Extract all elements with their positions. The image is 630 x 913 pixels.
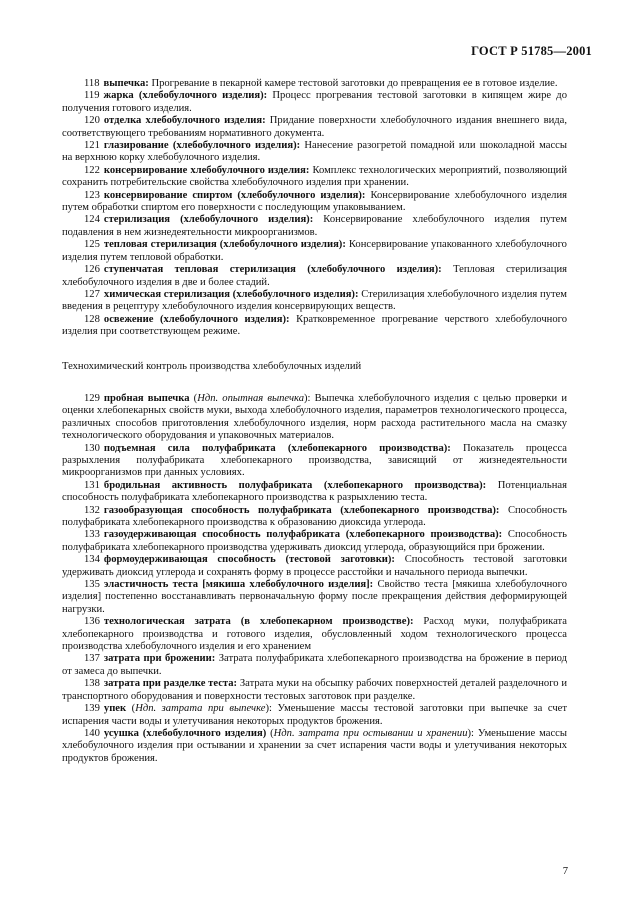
term-definition: Способность полуфабриката хлебопекарного производства удерживать диоксид углерода, образующийся при брожении. bbox=[62, 529, 567, 553]
term-entry bbox=[62, 239, 567, 264]
term-definition: Уменьшение массы хлебобулочного изделия при остывании и хранении за счет испарения части воды и улетучивания некоторых продуктов брожения. bbox=[62, 727, 567, 764]
term-entry bbox=[62, 214, 567, 239]
term-definition: Прогревание в пекарной камере тестовой заготовки до превращения ее в готовое изделие. bbox=[151, 78, 558, 89]
term-entry bbox=[62, 505, 567, 530]
term-number: 137 bbox=[84, 653, 100, 665]
term-number: 119 bbox=[84, 90, 100, 102]
term-entry bbox=[62, 579, 567, 616]
term-paren-open: ( bbox=[266, 727, 274, 739]
term-definition: Консервирование хлебобулочного изделия путем обработки спиртом его поверхности с последующим упаковыванием. bbox=[62, 189, 568, 214]
term-entry bbox=[62, 289, 567, 314]
term-name: формоудерживающая способность (тестовой заготовки): bbox=[103, 554, 395, 566]
document-header: ГОСТ Р 51785—2001 bbox=[471, 44, 592, 58]
term-name: эластичность теста [мякиша хлебобулочного изделия]: bbox=[103, 579, 374, 591]
term-name: глазирование (хлебобулочного изделия): bbox=[103, 140, 301, 152]
section-title: Технохимический контроль производства хлебобулочных изделий bbox=[62, 360, 362, 372]
term-definition: Придание поверхности хлебобулочного издания внешнего вида, соответствующего требованиям нормативного документа. bbox=[62, 115, 567, 139]
term-name: технологическая затрата (в хлебопекарном производстве): bbox=[103, 616, 414, 628]
term-name: жарка (хлебобулочного изделия): bbox=[103, 90, 268, 102]
terms-block-production bbox=[62, 78, 567, 339]
term-number: 120 bbox=[84, 115, 100, 127]
term-entry bbox=[62, 78, 567, 90]
term-number: 132 bbox=[84, 504, 100, 516]
term-definition: Показатель процесса разрыхления полуфабриката хлебопекарного производства, зависящий от жизнедеятельности микроорганизмов при данных условиях. bbox=[62, 442, 568, 479]
term-definition: Затрата муки на обсыпку рабочих поверхностей деталей разделочного и транспортного оборудования и поверхности тестовых заготовок при разделке. bbox=[62, 678, 567, 702]
term-definition: Нанесение разогретой помадной или шоколадной массы на верхнюю корку хлебобулочного изделия. bbox=[62, 140, 568, 164]
term-number: 127 bbox=[84, 288, 100, 300]
term-paren-open: ( bbox=[189, 392, 198, 404]
term-number: 126 bbox=[84, 264, 100, 276]
term-name: выпечка: bbox=[103, 78, 149, 89]
term-name: отделка хлебобулочного изделия: bbox=[103, 115, 266, 127]
term-paren-close: ): bbox=[304, 392, 311, 404]
term-number: 129 bbox=[84, 392, 100, 404]
term-name: бродильная активность полуфабриката (хлебопекарного производства): bbox=[103, 479, 487, 491]
term-number: 135 bbox=[84, 579, 100, 591]
document-body bbox=[62, 78, 567, 765]
term-name: подъемная сила полуфабриката (хлебопекарного производства): bbox=[103, 442, 451, 454]
term-name: пробная выпечка bbox=[103, 392, 190, 404]
term-entry bbox=[62, 678, 567, 703]
term-definition: Процесс прогревания тестовой заготовки в кипящем жире до получения готового изделия. bbox=[62, 90, 567, 114]
page-number: 7 bbox=[562, 866, 568, 877]
term-number: 122 bbox=[84, 164, 100, 176]
term-entry bbox=[62, 264, 567, 289]
term-number: 136 bbox=[84, 616, 100, 628]
term-entry bbox=[62, 616, 567, 653]
term-entry bbox=[62, 115, 567, 140]
term-name: затрата при разделке теста: bbox=[103, 678, 238, 690]
term-entry bbox=[62, 90, 567, 115]
term-definition: Способность полуфабриката хлебопекарного производства к образованию диоксида углерода. bbox=[62, 504, 568, 528]
term-entry bbox=[62, 165, 567, 190]
term-entry bbox=[62, 554, 567, 579]
term-number: 128 bbox=[84, 313, 100, 325]
term-synonym: Ндп. опытная выпечка bbox=[197, 392, 305, 404]
term-definition: Стерилизация хлебобулочного изделия путем введения в рецептуру хлебобулочного изделия консервирующих веществ. bbox=[62, 288, 567, 313]
term-entry bbox=[62, 529, 567, 554]
term-entry bbox=[62, 314, 567, 339]
term-number: 130 bbox=[84, 442, 100, 454]
term-name: затрата при брожении: bbox=[103, 653, 216, 665]
term-entry bbox=[62, 480, 567, 505]
term-name: газообразующая способность полуфабриката (хлебопекарного производства): bbox=[103, 504, 500, 516]
term-synonym: Ндп. затрата при выпечке bbox=[135, 703, 266, 715]
term-entry bbox=[62, 393, 567, 443]
term-definition: Расход муки, полуфабриката хлебопекарного производства и готового изделия, обусловленный ходом технологического процесса производства хлебобулочного изделия и его хранением bbox=[62, 616, 567, 653]
term-definition: Свойство теста [мякиша хлебобулочного изделия] постепенно восстанавливать первоначальную форму после прекращения действия деформирующей нагрузки. bbox=[62, 579, 567, 615]
term-definition: Кратковременное прогревание черствого хлебобулочного изделия при соответствующем режиме. bbox=[62, 313, 567, 338]
term-name: химическая стерилизация (хлебобулочного изделия): bbox=[103, 288, 359, 300]
term-number: 118 bbox=[84, 78, 100, 89]
term-definition: Комплекс технологических мероприятий, позволяющий сохранить потребительские свойства хлебобулочного изделия при хранении. bbox=[62, 164, 567, 189]
term-number: 123 bbox=[84, 189, 100, 201]
term-definition: Выпечка хлебобулочного изделия с целью проверки и оценки хлебопекарных свойств муки, выхода хлебобулочного изделия, параметров технологического процесса, различных способов приготовления хлебобулочного изделия, норм расхода растительного масла на смазку технологического оборудования и упаковочных материалов. bbox=[62, 392, 567, 442]
terms-block-control bbox=[62, 393, 567, 765]
term-number: 138 bbox=[84, 678, 100, 690]
term-name: освежение (хлебобулочного изделия): bbox=[103, 313, 290, 325]
term-entry bbox=[62, 653, 567, 678]
term-name: консервирование спиртом (хлебобулочного изделия): bbox=[103, 189, 366, 201]
term-number: 133 bbox=[84, 529, 100, 541]
term-paren-open: ( bbox=[126, 703, 136, 715]
term-number: 125 bbox=[84, 239, 100, 251]
term-entry bbox=[62, 140, 567, 165]
term-number: 124 bbox=[84, 214, 100, 226]
term-definition: Уменьшение массы тестовой заготовки при выпечке за счет испарения части воды и улетучивания некоторых продуктов брожения. bbox=[62, 703, 567, 727]
term-number: 131 bbox=[84, 479, 100, 491]
term-definition: Консервирование упакованного хлебобулочного изделия путем тепловой обработки. bbox=[62, 239, 567, 263]
term-name: ступенчатая тепловая стерилизация (хлебобулочного изделия): bbox=[103, 264, 442, 276]
term-entry bbox=[62, 190, 567, 215]
term-number: 140 bbox=[84, 727, 100, 739]
term-entry bbox=[62, 443, 567, 480]
term-number: 121 bbox=[84, 140, 100, 152]
term-name: консервирование хлебобулочного изделия: bbox=[103, 164, 310, 176]
term-synonym: Ндп. затрата при остывании и хранении bbox=[273, 727, 468, 739]
term-name: стерилизация (хлебобулочного изделия): bbox=[103, 214, 314, 226]
term-name: газоудерживающая способность полуфабриката (хлебопекарного производства): bbox=[103, 529, 503, 541]
term-number: 139 bbox=[84, 703, 100, 715]
term-definition: Консервирование хлебобулочного изделия путем подавления в нем жизнедеятельности микроорганизмов. bbox=[62, 214, 567, 238]
term-entry bbox=[62, 728, 567, 765]
term-paren-close: ): bbox=[467, 727, 474, 739]
term-definition: Тепловая стерилизация хлебобулочного изделия в две и более стадий. bbox=[62, 264, 567, 288]
term-definition: Затрата полуфабриката хлебопекарного производства на брожение в период от замеса до выпечки. bbox=[62, 653, 567, 677]
term-number: 134 bbox=[84, 554, 100, 566]
term-entry bbox=[62, 703, 567, 728]
term-paren-close: ): bbox=[265, 703, 272, 715]
term-name: усушка (хлебобулочного изделия) bbox=[103, 727, 267, 739]
term-name: упек bbox=[103, 703, 127, 715]
term-definition: Потенциальная способность полуфабриката хлебопекарного производства к разрыхлению теста. bbox=[62, 479, 567, 504]
term-definition: Способность тестовой заготовки удерживать диоксид углерода и сохранять форму в процессе расстойки и начального периода выпечки. bbox=[62, 554, 567, 578]
term-name: тепловая стерилизация (хлебобулочного изделия): bbox=[103, 239, 346, 251]
